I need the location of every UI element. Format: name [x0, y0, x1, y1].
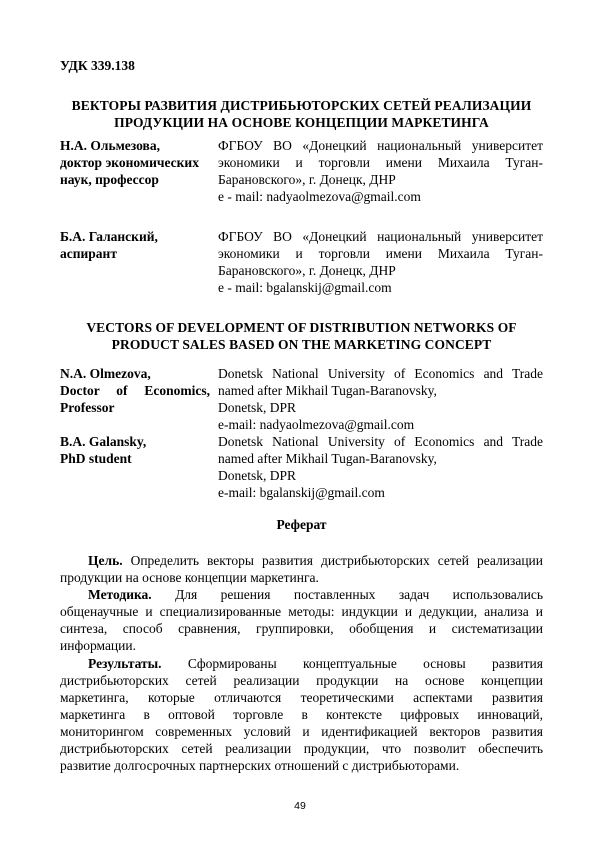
goal-text: Определить векторы развития дистрибьюторских сетей реализации [122, 553, 543, 568]
affiliation-line: Donetsk National University of Economics and Trade [218, 434, 543, 449]
author-name-line: наук, профессор [60, 172, 159, 187]
affiliation-line: named after Mikhail Tugan-Baranovsky, [218, 383, 437, 398]
title-en-line-2: PRODUCT SALES BASED ON THE MARKETING CONCEPT [111, 337, 492, 352]
author-email: e-mail: nadyaolmezova@gmail.com [218, 417, 415, 432]
paragraph-line: дистрибьюторских сетей реализации продукции на основе концепции [60, 673, 543, 688]
affiliation-line: Donetsk National University of Economics and Trade [218, 366, 543, 381]
author-en-1-affiliation [218, 365, 543, 433]
method-text: Для решения поставленных задач использовались [151, 587, 543, 602]
author-ru-1-affiliation [218, 137, 543, 205]
author-en-1-name [60, 365, 210, 416]
paragraph-line: информации. [60, 638, 136, 653]
author-en-2-name [60, 433, 210, 467]
results-paragraph [60, 655, 543, 774]
udk-code: УДК 339.138 [60, 58, 135, 73]
author-ru-2-affiliation [218, 228, 543, 296]
affiliation-line: Donetsk, DPR [218, 400, 297, 415]
affiliation-line: ФГБОУ ВО «Донецкий национальный университет [218, 229, 543, 244]
paragraph-line: маркетинга в оптовой торговле в контексте цифровых инноваций, [60, 707, 543, 722]
paragraph-line: дистрибьюторских сетей реализации продукции, что позволит обеспечить [60, 741, 543, 756]
affiliation-line: экономики и торговли имени Михаила Туган- [218, 246, 543, 261]
affiliation-line: ФГБОУ ВО «Донецкий национальный университет [218, 138, 543, 153]
affiliation-line: named after Mikhail Tugan-Baranovsky, [218, 451, 437, 466]
paragraph-line [60, 586, 543, 603]
method-label: Методика. [88, 587, 152, 602]
author-name-line: доктор экономических [60, 155, 199, 170]
page-number: 49 [294, 800, 306, 812]
title-en-line-1: VECTORS OF DEVELOPMENT OF DISTRIBUTION NETWORKS OF [86, 320, 517, 335]
author-name-line: N.A. Olmezova, [60, 366, 151, 381]
title-russian [60, 97, 543, 131]
affiliation-line: Барановского», г. Донецк, ДНР [218, 263, 396, 278]
paragraph-line: маркетинга, которые отличаются теоретическими аспектами развития [60, 690, 543, 705]
author-email: e - mail: nadyaolmezova@gmail.com [218, 189, 421, 204]
paragraph-line: продукции на основе концепции маркетинга. [60, 570, 319, 585]
title-ru-line-2: ПРОДУКЦИИ НА ОСНОВЕ КОНЦЕПЦИИ МАРКЕТИНГА [114, 115, 489, 130]
author-ru-1-name [60, 137, 210, 188]
paragraph-line [60, 552, 543, 569]
author-email: e - mail: bgalanskij@gmail.com [218, 280, 392, 295]
affiliation-line: Donetsk, DPR [218, 468, 297, 483]
author-ru-2-name [60, 228, 210, 262]
author-name-line: Н.А. Ольмезова, [60, 138, 160, 153]
paragraph-line: развитие долгосрочных партнерских отношений с дистрибьюторами. [60, 758, 460, 773]
affiliation-line: экономики и торговли имени Михаила Туган- [218, 155, 543, 170]
affiliation-line: Барановского», г. Донецк, ДНР [218, 172, 396, 187]
author-en-2-affiliation [218, 433, 543, 501]
abstract-heading: Реферат [276, 517, 327, 532]
paragraph-line: общенаучные и специализированные методы: индукции и дедукции, анализа и [60, 604, 543, 619]
paragraph-line: синтеза, способ сравнения, группировки, обобщения и систематизации [60, 621, 543, 636]
author-name-line: Б.А. Галанский, [60, 229, 158, 244]
title-english [60, 319, 543, 353]
results-text: Сформированы концептуальные основы развития [161, 656, 543, 671]
goal-label: Цель. [88, 553, 123, 568]
author-name-line: аспирант [60, 246, 117, 261]
paragraph-line: мониторингом современных условий и идентификацией векторов развития [60, 724, 543, 739]
results-label: Результаты. [88, 656, 162, 671]
author-name-line: B.A. Galansky, [60, 434, 147, 449]
author-email: e-mail: bgalanskij@gmail.com [218, 485, 385, 500]
author-name-line: PhD student [60, 451, 132, 466]
author-name-line: Doctor of Economics, [60, 383, 210, 398]
author-name-line: Professor [60, 400, 115, 415]
method-paragraph [60, 586, 543, 654]
title-ru-line-1: ВЕКТОРЫ РАЗВИТИЯ ДИСТРИБЬЮТОРСКИХ СЕТЕЙ РЕАЛИЗАЦИИ [71, 98, 532, 113]
paragraph-line [60, 655, 543, 672]
goal-paragraph [60, 552, 543, 586]
